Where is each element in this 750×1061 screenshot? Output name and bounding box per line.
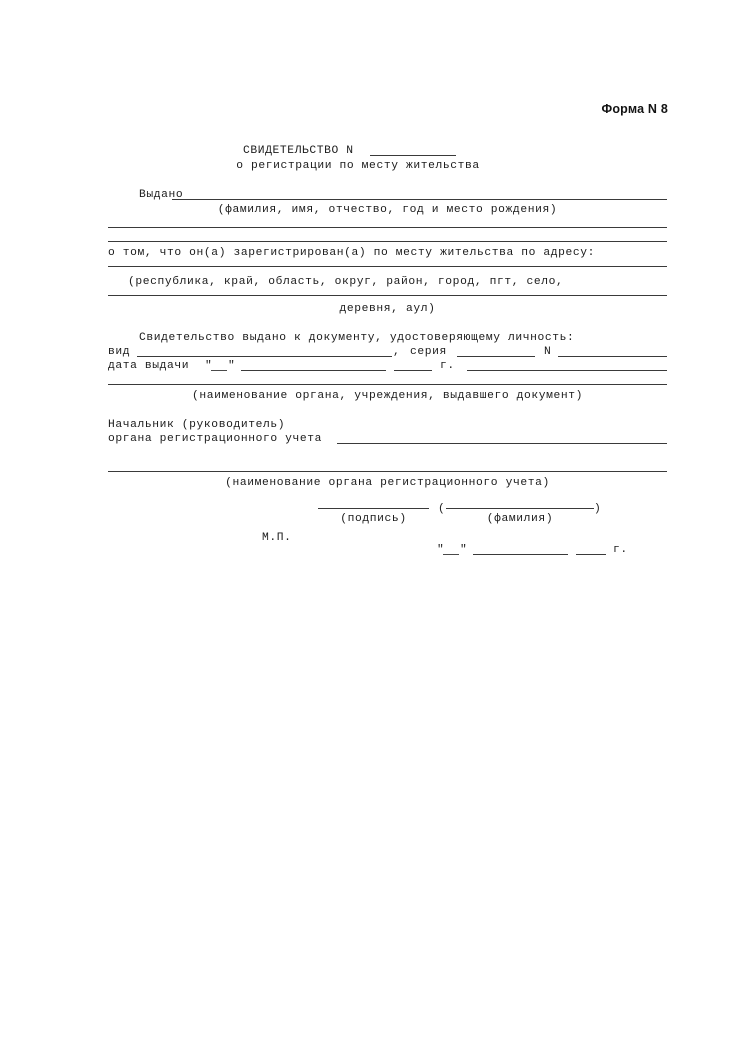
document-number-blank <box>558 356 667 357</box>
surname-caption: (фамилия) <box>486 513 554 525</box>
address-caption-line1: (республика, край, область, округ, район, город, пгт, село, <box>128 276 564 288</box>
address-blank-1 <box>108 266 667 267</box>
issue-month-blank <box>241 370 386 371</box>
cert-date-quote-open: " <box>437 544 445 556</box>
cert-date-day-blank <box>443 554 459 555</box>
document-kind-label: вид <box>108 346 131 358</box>
issue-date-label: дата выдачи <box>108 360 190 372</box>
document-kind-comma: , <box>393 346 401 358</box>
cert-date-quote-close: " <box>460 544 468 556</box>
form-number-label: Форма N 8 <box>601 102 668 116</box>
address-blank-2 <box>108 295 667 296</box>
issue-date-quote-open: " <box>205 360 213 372</box>
certificate-number-blank <box>370 155 456 156</box>
issue-year-blank <box>394 370 432 371</box>
official-title-line1: Начальник (руководитель) <box>108 419 286 431</box>
document-series-blank <box>457 356 535 357</box>
signature-caption: (подпись) <box>340 513 407 525</box>
certificate-title: СВИДЕТЕЛЬСТВО N <box>243 145 354 157</box>
issue-date-year-suffix: г. <box>440 360 455 372</box>
issue-day-blank <box>211 370 227 371</box>
official-title-line2: органа регистрационного учета <box>108 433 322 445</box>
cert-date-month-blank <box>473 554 568 555</box>
registration-rule-top <box>108 241 667 242</box>
issued-to-label: Выдано <box>139 189 184 201</box>
issued-to-caption: (фамилия, имя, отчество, год и место рождения) <box>217 204 558 216</box>
surname-blank <box>446 508 594 509</box>
issuing-authority-blank-1 <box>467 370 667 371</box>
official-authority-caption: (наименование органа регистрационного учета) <box>225 477 550 489</box>
identity-document-heading: Свидетельство выдано к документу, удостоверяющему личность: <box>139 332 575 344</box>
document-number-label: N <box>544 346 552 358</box>
stamp-place-label: М.П. <box>262 532 292 544</box>
surname-paren-open: ( <box>438 503 446 515</box>
issued-to-blank <box>172 199 667 200</box>
issuing-authority-blank-2 <box>108 384 667 385</box>
issued-to-blank-2 <box>108 227 667 228</box>
address-caption-line2: деревня, аул) <box>339 303 436 315</box>
document-series-label: серия <box>410 346 447 358</box>
surname-paren-close: ) <box>594 503 602 515</box>
document-kind-blank <box>137 356 392 357</box>
official-authority-blank-1 <box>337 443 667 444</box>
cert-date-year-suffix: г. <box>613 544 628 556</box>
issuing-authority-caption: (наименование органа, учреждения, выдавшего документ) <box>191 390 584 402</box>
official-authority-blank-2 <box>108 471 667 472</box>
registration-statement: о том, что он(а) зарегистрирован(а) по месту жительства по адресу: <box>108 247 596 259</box>
cert-date-year-blank <box>576 554 606 555</box>
signature-blank <box>318 508 429 509</box>
issue-date-quote-close: " <box>228 360 236 372</box>
certificate-subtitle: о регистрации по месту жительства <box>236 160 480 172</box>
